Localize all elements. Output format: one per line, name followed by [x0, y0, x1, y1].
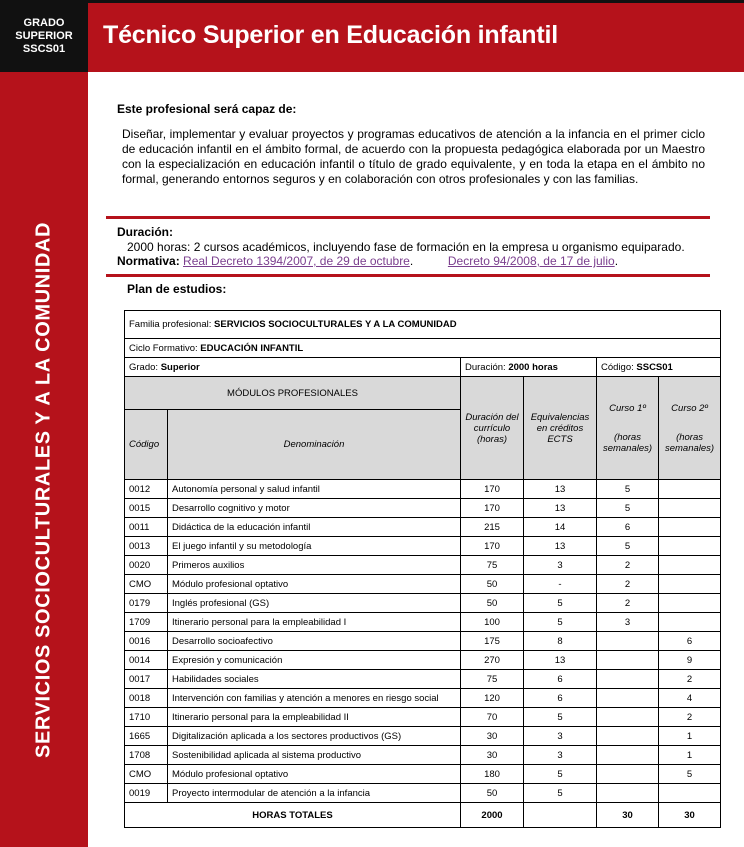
- row-denominacion: Digitalización aplicada a los sectores productivos (GS): [168, 727, 461, 746]
- row-curso1: 2: [597, 556, 659, 575]
- row-denominacion: Desarrollo socioafectivo: [168, 632, 461, 651]
- row-horas: 120: [461, 689, 524, 708]
- row-curso2: [659, 594, 721, 613]
- table-row: [125, 480, 721, 499]
- row-curso2: [659, 556, 721, 575]
- row-denominacion: Módulo profesional optativo: [168, 765, 461, 784]
- familia-row: [125, 311, 721, 339]
- ciclo-cell: [125, 339, 721, 358]
- ciclo-label: Ciclo Formativo:: [129, 342, 201, 354]
- row-curso1: [597, 784, 659, 803]
- curso2-col-header: [659, 377, 721, 480]
- row-ects: -: [524, 575, 597, 594]
- row-ects: 3: [524, 746, 597, 765]
- denominacion-col-header: Denominación: [168, 410, 461, 480]
- row-ects: 6: [524, 689, 597, 708]
- row-curso1: 5: [597, 499, 659, 518]
- divider-1: [106, 216, 710, 219]
- row-curso2: 2: [659, 708, 721, 727]
- table-row: [125, 784, 721, 803]
- title-bar: [88, 3, 744, 72]
- total-horas: 2000: [461, 803, 524, 828]
- grado-label: Grado:: [129, 361, 161, 373]
- row-curso1: [597, 632, 659, 651]
- total-row: [125, 803, 721, 828]
- row-horas: 170: [461, 480, 524, 499]
- curso2-title: Curso 2º: [671, 402, 708, 414]
- ciclo-row: [125, 339, 721, 358]
- row-curso2: [659, 480, 721, 499]
- total-ects: [524, 803, 597, 828]
- table-row: [125, 689, 721, 708]
- plan-heading: Plan de estudios:: [127, 282, 227, 296]
- row-curso2: 9: [659, 651, 721, 670]
- row-ects: 5: [524, 765, 597, 784]
- row-ects: 6: [524, 670, 597, 689]
- table-row: [125, 537, 721, 556]
- row-curso1: 2: [597, 594, 659, 613]
- duracion-col-header: Duración del currículo (horas): [461, 377, 524, 480]
- row-ects: 8: [524, 632, 597, 651]
- row-codigo: 0015: [125, 499, 168, 518]
- row-codigo: CMO: [125, 765, 168, 784]
- row-codigo: 0011: [125, 518, 168, 537]
- row-codigo: 0020: [125, 556, 168, 575]
- row-curso1: 6: [597, 518, 659, 537]
- row-curso1: 2: [597, 575, 659, 594]
- familia-cell: [125, 311, 721, 339]
- row-codigo: 0179: [125, 594, 168, 613]
- row-codigo: 0012: [125, 480, 168, 499]
- row-curso2: [659, 784, 721, 803]
- page-title: Técnico Superior en Educación infantil: [103, 21, 558, 49]
- plan-table: [124, 310, 721, 828]
- intro-text: Diseñar, implementar y evaluar proyectos y programas educativos de atención a la infancia en el primer ciclo de educación infantil en el ámbito formal, de acuerdo con la propuesta pedagógica elaborada por un Maestro con la especialización en educación infantil o título de grado equivalente, y en toda la etapa en el ámbito no formal, generando entornos seguros y en colaboración con otros profesionales y con las familias.: [122, 127, 705, 186]
- curso1-col-header: [597, 377, 659, 480]
- row-ects: 5: [524, 708, 597, 727]
- grado-badge: [0, 0, 88, 72]
- row-curso2: [659, 613, 721, 632]
- row-curso1: 3: [597, 613, 659, 632]
- row-curso1: 5: [597, 480, 659, 499]
- row-codigo: 1708: [125, 746, 168, 765]
- vertical-family-label: SERVICIOS SOCIOCULTURALES Y A LA COMUNIDAD: [32, 222, 55, 758]
- intro-heading: Este profesional será capaz de:: [117, 102, 297, 116]
- row-denominacion: Sostenibilidad aplicada al sistema productivo: [168, 746, 461, 765]
- codigo-col-header: Código: [125, 410, 168, 480]
- decreto-link[interactable]: Decreto 94/2008, de 17 de julio: [447, 254, 615, 268]
- row-ects: 13: [524, 537, 597, 556]
- row-ects: 13: [524, 499, 597, 518]
- row-codigo: 1710: [125, 708, 168, 727]
- row-denominacion: Habilidades sociales: [168, 670, 461, 689]
- row-horas: 75: [461, 670, 524, 689]
- table-row: [125, 708, 721, 727]
- row-curso1: [597, 765, 659, 784]
- row-horas: 30: [461, 746, 524, 765]
- row-denominacion: El juego infantil y su metodología: [168, 537, 461, 556]
- familia-value: SERVICIOS SOCIOCULTURALES Y A LA COMUNIDAD: [214, 319, 457, 330]
- table-row: [125, 746, 721, 765]
- row-curso2: [659, 499, 721, 518]
- ciclo-value: EDUCACIÓN INFANTIL: [200, 342, 304, 354]
- row-curso1: [597, 651, 659, 670]
- table-row: [125, 765, 721, 784]
- row-curso1: [597, 689, 659, 708]
- table-row: [125, 670, 721, 689]
- duracion-cell: [461, 358, 597, 377]
- row-horas: 50: [461, 575, 524, 594]
- row-curso2: 5: [659, 765, 721, 784]
- real-decreto-link[interactable]: Real Decreto 1394/2007, de 29 de octubre: [183, 254, 410, 268]
- row-codigo: 0016: [125, 632, 168, 651]
- row-horas: 170: [461, 537, 524, 556]
- table-row: [125, 556, 721, 575]
- row-horas: 50: [461, 784, 524, 803]
- row-denominacion: Intervención con familias y atención a menores en riesgo social: [168, 689, 461, 708]
- row-horas: 180: [461, 765, 524, 784]
- duracion-label: Duración:: [465, 361, 509, 373]
- row-curso2: [659, 537, 721, 556]
- row-ects: 5: [524, 613, 597, 632]
- row-denominacion: Autonomía personal y salud infantil: [168, 480, 461, 499]
- grado-value: Superior: [160, 361, 200, 373]
- row-ects: 3: [524, 727, 597, 746]
- row-curso2: [659, 518, 721, 537]
- grado-line-1: GRADO: [23, 16, 65, 29]
- module-rows: [125, 480, 721, 803]
- row-codigo: 0013: [125, 537, 168, 556]
- row-denominacion: Módulo profesional optativo: [168, 575, 461, 594]
- row-horas: 170: [461, 499, 524, 518]
- ects-col-header: Equivalencias en créditos ECTS: [524, 377, 597, 480]
- duracion-heading: Duración:: [117, 225, 174, 239]
- row-codigo: 0014: [125, 651, 168, 670]
- row-curso2: 1: [659, 746, 721, 765]
- row-denominacion: Didáctica de la educación infantil: [168, 518, 461, 537]
- codigo-value: SSCS01: [636, 361, 673, 373]
- table-row: [125, 594, 721, 613]
- codigo-label: Código:: [601, 361, 637, 373]
- row-denominacion: Proyecto intermodular de atención a la infancia: [168, 784, 461, 803]
- curso2-sub: (horas semanales): [664, 431, 715, 454]
- total-c2: 30: [659, 803, 721, 828]
- table-row: [125, 499, 721, 518]
- curso1-title: Curso 1º: [609, 402, 646, 414]
- table-row: [125, 727, 721, 746]
- row-curso1: 5: [597, 537, 659, 556]
- grado-row: [125, 358, 721, 377]
- row-curso2: 2: [659, 670, 721, 689]
- row-denominacion: Itinerario personal para la empleabilidad I: [168, 613, 461, 632]
- row-codigo: 1665: [125, 727, 168, 746]
- table-row: [125, 651, 721, 670]
- row-curso1: [597, 670, 659, 689]
- duracion-text: 2000 horas: 2 cursos académicos, incluyendo fase de formación en la empresa u organismo equiparado.: [127, 240, 685, 254]
- grado-line-3: SSCS01: [22, 42, 66, 55]
- grado-line-2: SUPERIOR: [15, 29, 73, 42]
- row-denominacion: Primeros auxilios: [168, 556, 461, 575]
- row-ects: 5: [524, 594, 597, 613]
- header-row-1: [125, 377, 721, 410]
- normativa-line: [117, 254, 618, 268]
- row-codigo: 0018: [125, 689, 168, 708]
- row-curso1: [597, 708, 659, 727]
- row-horas: 70: [461, 708, 524, 727]
- row-curso1: [597, 727, 659, 746]
- row-horas: 50: [461, 594, 524, 613]
- row-horas: 30: [461, 727, 524, 746]
- row-codigo: 0019: [125, 784, 168, 803]
- row-curso2: 4: [659, 689, 721, 708]
- row-curso2: 1: [659, 727, 721, 746]
- table-row: [125, 518, 721, 537]
- total-label: HORAS TOTALES: [125, 803, 461, 828]
- table-row: [125, 575, 721, 594]
- normativa-sep: .: [409, 254, 414, 268]
- curso1-sub: (horas semanales): [602, 431, 653, 454]
- row-ects: 13: [524, 651, 597, 670]
- normativa-label: Normativa:: [117, 254, 180, 268]
- row-codigo: CMO: [125, 575, 168, 594]
- familia-label: Familia profesional:: [129, 319, 215, 330]
- table-row: [125, 632, 721, 651]
- row-curso2: [659, 575, 721, 594]
- row-denominacion: Itinerario personal para la empleabilidad II: [168, 708, 461, 727]
- row-horas: 75: [461, 556, 524, 575]
- row-curso1: [597, 746, 659, 765]
- row-denominacion: Expresión y comunicación: [168, 651, 461, 670]
- row-horas: 270: [461, 651, 524, 670]
- modulos-header: MÓDULOS PROFESIONALES: [125, 377, 461, 410]
- duracion-value: 2000 horas: [508, 361, 558, 373]
- row-denominacion: Desarrollo cognitivo y motor: [168, 499, 461, 518]
- table-row: [125, 613, 721, 632]
- row-horas: 215: [461, 518, 524, 537]
- normativa-end: .: [614, 254, 619, 268]
- row-ects: 5: [524, 784, 597, 803]
- row-ects: 14: [524, 518, 597, 537]
- total-c1: 30: [597, 803, 659, 828]
- grado-cell: [125, 358, 461, 377]
- divider-2: [106, 274, 710, 277]
- row-horas: 175: [461, 632, 524, 651]
- row-codigo: 0017: [125, 670, 168, 689]
- row-codigo: 1709: [125, 613, 168, 632]
- row-ects: 3: [524, 556, 597, 575]
- row-ects: 13: [524, 480, 597, 499]
- row-denominacion: Inglés profesional (GS): [168, 594, 461, 613]
- row-horas: 100: [461, 613, 524, 632]
- row-curso2: 6: [659, 632, 721, 651]
- codigo-cell: [597, 358, 721, 377]
